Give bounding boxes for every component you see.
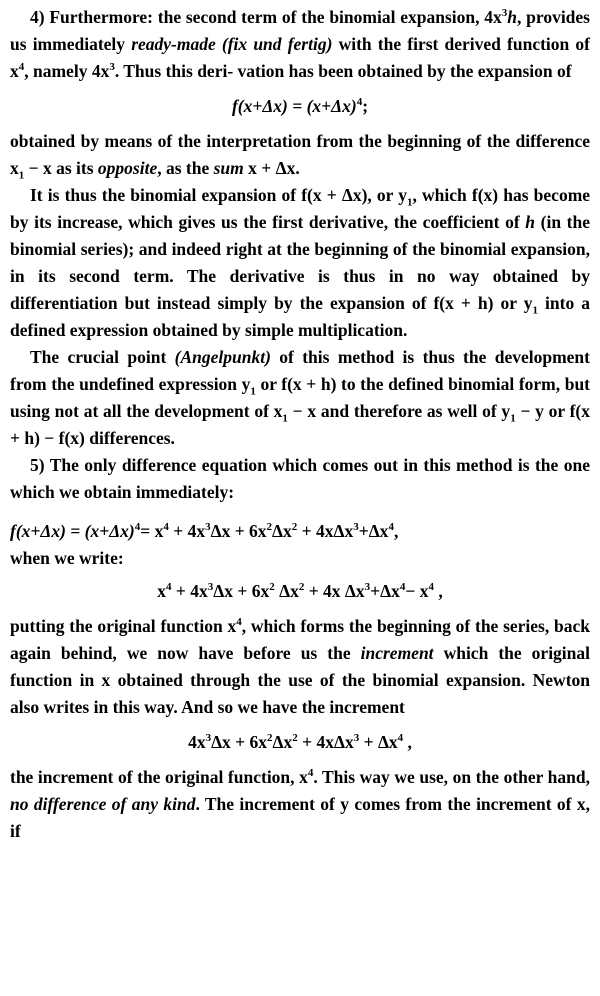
superscript: 2 xyxy=(292,732,298,745)
text: of this method is thus the development from the undefined expression y xyxy=(10,347,590,394)
text: It is thus the binomial expansion of f(x + Δx), or y xyxy=(30,185,407,205)
text: obtained by means of the interpretation from the beginning of xyxy=(10,131,482,151)
equation-text: , xyxy=(393,521,399,541)
italic-text: h xyxy=(525,212,536,232)
equation-text: , xyxy=(407,732,412,752)
text: The crucial point xyxy=(30,347,167,367)
text: , as the xyxy=(157,158,210,178)
text: when we write: xyxy=(10,548,124,568)
superscript: 4 xyxy=(163,521,169,534)
subscript: 1 xyxy=(407,196,413,209)
paragraph-4 xyxy=(10,4,590,85)
equation-text: + 4x Δx xyxy=(308,581,365,601)
superscript: 2 xyxy=(291,521,298,534)
paragraph-continuation xyxy=(10,128,590,182)
equation-text: + 4xΔx xyxy=(301,521,354,541)
superscript: 3 xyxy=(109,61,115,74)
text: , which xyxy=(412,185,467,205)
equation-text: x xyxy=(157,581,167,601)
equation-text: + 4x xyxy=(173,521,206,541)
superscript: 4 xyxy=(236,616,242,629)
text: − x and therefore as well of y xyxy=(292,401,511,421)
text: the difference x xyxy=(10,131,590,178)
italic-text: sum xyxy=(213,158,244,178)
superscript: 3 xyxy=(205,732,212,745)
text: − x as its xyxy=(28,158,94,178)
subscript: 1 xyxy=(532,304,538,317)
text: vation has been obtained by the expansion of xyxy=(237,61,572,81)
equation-text: + 4x xyxy=(175,581,208,601)
equation-text: 4x xyxy=(188,732,206,752)
text: . Thus this deri- xyxy=(114,61,234,81)
equation-text: = x xyxy=(140,521,164,541)
text: f(x) has become by its increase, which gives us the first derivative, the coefficient of xyxy=(10,185,591,232)
superscript: 3 xyxy=(353,732,360,745)
text: 4x xyxy=(484,7,502,27)
superscript: 3 xyxy=(501,7,508,20)
italic-text: opposite xyxy=(97,158,158,178)
equation-text: +Δx xyxy=(358,521,389,541)
equation-text: Δx xyxy=(272,521,292,541)
superscript: 4 xyxy=(388,521,394,534)
superscript: 3 xyxy=(353,521,359,534)
text: , which forms the beginning of the series, back again behind, we now have before us the xyxy=(10,616,590,663)
subscript: 1 xyxy=(282,412,288,425)
text: into a defined expression obtained by simple multiplication. xyxy=(10,293,590,340)
superscript: 3 xyxy=(364,581,371,594)
equation-4 xyxy=(10,729,590,756)
subscript: 1 xyxy=(250,385,256,398)
superscript: 4 xyxy=(399,581,406,594)
paragraph-when-we-write xyxy=(10,545,590,572)
italic-text: no difference of any kind xyxy=(10,794,196,814)
superscript: 4 xyxy=(397,732,404,745)
superscript: 4 xyxy=(134,521,141,534)
superscript: 4 xyxy=(166,581,172,594)
text: putting the original function x xyxy=(10,616,237,636)
paragraph-crucial-point xyxy=(10,344,590,452)
paragraph-putting-original xyxy=(10,613,590,721)
superscript: 2 xyxy=(269,581,275,594)
superscript: 3 xyxy=(207,581,214,594)
equation-text: f(x+Δx) = (x+Δx) xyxy=(231,96,357,116)
equation-text: +Δx xyxy=(370,581,400,601)
paragraph-5 xyxy=(10,452,590,506)
equation-text: Δx xyxy=(272,732,293,752)
equation-text: , xyxy=(438,581,443,601)
superscript: 4 xyxy=(428,581,434,594)
superscript: 3 xyxy=(205,521,211,534)
superscript: 4 xyxy=(356,96,363,109)
italic-text: h xyxy=(507,7,517,27)
subscript: 1 xyxy=(18,169,25,182)
subscript: 1 xyxy=(510,412,516,425)
equation-text: Δx + 6x xyxy=(210,521,267,541)
equation-text: + Δx xyxy=(363,732,398,752)
paragraph-increment xyxy=(10,764,590,845)
text: . The increment of y comes from the increment of x, if xyxy=(10,794,590,841)
italic-text: ready-made (fix und fertig) xyxy=(131,34,333,54)
superscript: 2 xyxy=(267,732,273,745)
paragraph-binomial-expansion xyxy=(10,182,590,344)
text: , provides us immediately xyxy=(10,7,590,54)
equation-text: Δx + 6x xyxy=(213,581,270,601)
text: the first derived function of x xyxy=(10,34,591,81)
equation-text: f(x+Δx) = (x+Δx) xyxy=(10,521,135,541)
equation-text: + 4xΔx xyxy=(302,732,354,752)
text: 5) The only difference equation which comes out in this method is the one which we obtain immediately: xyxy=(10,455,590,502)
text: the increment of the original function, x xyxy=(10,767,308,787)
text: x + Δx. xyxy=(248,158,300,178)
text: or f(x + h) to the defined binomial form, but using not at all the development of x xyxy=(10,374,591,421)
text: 4) Furthermore: the second term of the binomial expansion, xyxy=(30,7,480,27)
equation-text: − x xyxy=(405,581,429,601)
equation-text: Δx + 6x xyxy=(211,732,268,752)
superscript: 4 xyxy=(18,61,25,74)
italic-text: (Angelpunkt) xyxy=(174,347,271,367)
superscript: 2 xyxy=(266,521,273,534)
equation-3 xyxy=(10,578,590,605)
equation-text: ; xyxy=(362,96,369,116)
equation-1 xyxy=(10,93,590,120)
superscript: 2 xyxy=(298,581,305,594)
italic-text: increment xyxy=(360,643,434,663)
superscript: 4 xyxy=(307,767,314,780)
equation-text: Δx xyxy=(279,581,299,601)
text: . This way we use, on the other hand, xyxy=(313,767,591,787)
text: (in the binomial series); and indeed right at the beginning of the binomial expansion, in its second term. The derivative is thus in no way obtained by differentiation but instead simply by the expansion of f(x + h) or y xyxy=(10,212,591,313)
text: , namely 4x xyxy=(24,61,110,81)
equation-2 xyxy=(10,518,590,545)
text: with xyxy=(338,34,372,54)
text: − y or f(x + h) − f(x) differences. xyxy=(10,401,591,448)
text: which the original function in x obtained through the use of the binomial expansion. Newton also writes in this way. And so we have the increment xyxy=(10,643,591,717)
